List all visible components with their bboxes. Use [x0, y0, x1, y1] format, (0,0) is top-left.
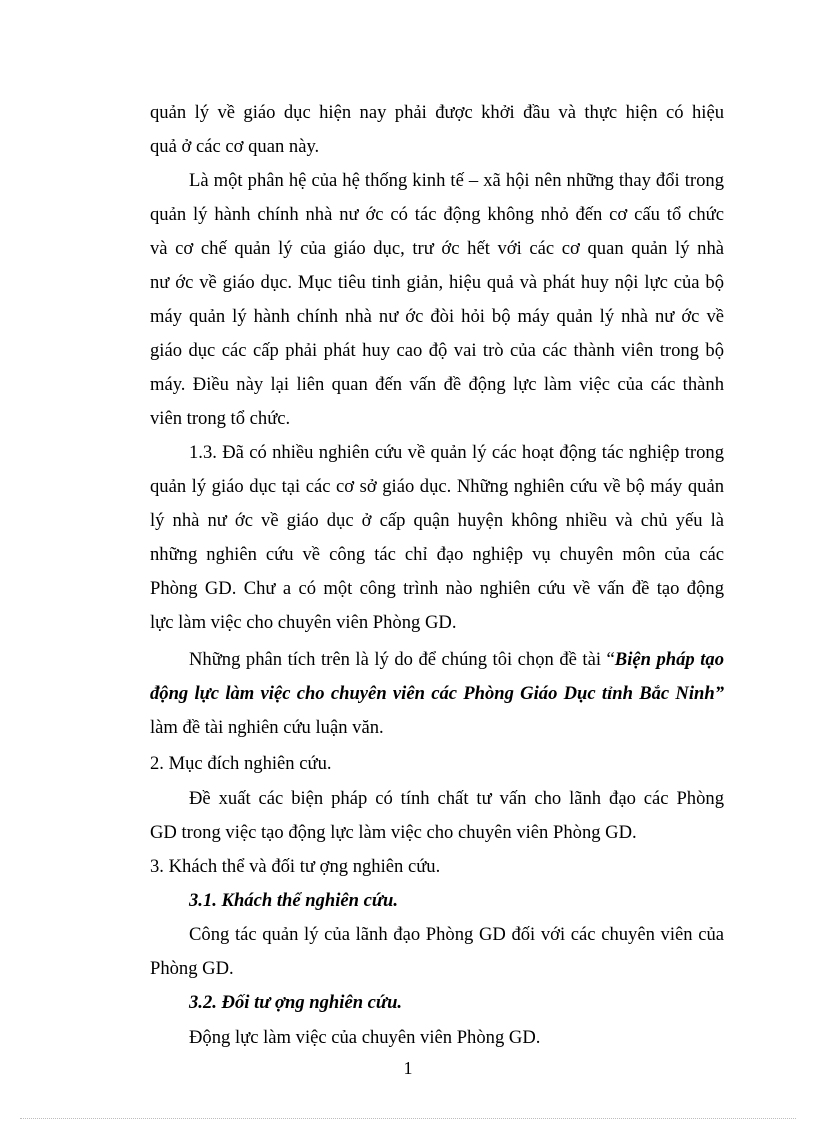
paragraph-line: viên trong tổ chức. — [150, 408, 291, 429]
paragraph-line: quản lý về giáo dục hiện nay phải được khởi đầu và thực hiện có hiệu — [150, 102, 724, 123]
paragraph-line: máy. Điều này lại liên quan đến vấn đề động lực làm việc của các thành — [150, 374, 724, 395]
section-heading-3: 3. Khách thể và đối tư ợng nghiên cứu. — [150, 856, 441, 877]
paragraph-line: và cơ chế quản lý của giáo dục, trư ớc hết với các cơ quan quản lý nhà — [150, 238, 724, 259]
paragraph-line: nư ớc về giáo dục. Mục tiêu tinh giản, hiệu quả và phát huy nội lực của bộ — [150, 272, 724, 293]
paragraph-line: Động lực làm việc của chuyên viên Phòng GD. — [189, 1027, 541, 1048]
page-bottom-divider — [20, 1118, 796, 1119]
paragraph-line: những nghiên cứu về công tác chỉ đạo nghiệp vụ chuyên môn của các — [150, 544, 724, 565]
subsection-heading-3-2: 3.2. Đối tư ợng nghiên cứu. — [189, 992, 403, 1013]
paragraph-line: lý nhà nư ớc về giáo dục ở cấp quận huyện không nhiều và chủ yếu là — [150, 510, 724, 531]
thesis-title-part1: Biện pháp tạo — [614, 649, 725, 670]
topic-line — [189, 648, 724, 672]
topic-lead: Những phân tích trên là lý do để chúng tôi chọn đề tài “ — [189, 649, 615, 670]
page-number: 1 — [403, 1058, 413, 1078]
paragraph-line: Là một phân hệ của hệ thống kinh tế – xã hội nên những thay đổi trong — [189, 170, 724, 191]
topic-tail: làm đề tài nghiên cứu luận văn. — [150, 717, 384, 738]
thesis-title-part2: động lực làm việc cho chuyên viên các Phòng Giáo Dục tỉnh Bắc Ninh” — [150, 683, 724, 704]
section-heading-2: 2. Mục đích nghiên cứu. — [150, 753, 332, 774]
subsection-heading-3-1: 3.1. Khách thể nghiên cứu. — [189, 890, 398, 911]
paragraph-line: Phòng GD. — [150, 958, 234, 979]
paragraph-line: Phòng GD. Chư a có một công trình nào nghiên cứu về vấn đề tạo động — [150, 578, 724, 599]
paragraph-line: GD trong việc tạo động lực làm việc cho chuyên viên Phòng GD. — [150, 822, 637, 843]
paragraph-line: quản lý giáo dục tại các cơ sở giáo dục. Những nghiên cứu về bộ máy quản — [150, 476, 724, 497]
paragraph-line: giáo dục các cấp phải phát huy cao độ vai trò của các thành viên trong bộ — [150, 340, 724, 361]
paragraph-line: lực làm việc cho chuyên viên Phòng GD. — [150, 612, 457, 633]
paragraph-line: Đề xuất các biện pháp có tính chất tư vấn cho lãnh đạo các Phòng — [189, 788, 724, 809]
paragraph-line: 1.3. Đã có nhiều nghiên cứu về quản lý các hoạt động tác nghiệp trong — [189, 442, 724, 463]
paragraph-line: quản lý hành chính nhà nư ớc có tác động không nhỏ đến cơ cấu tổ chức — [150, 204, 724, 225]
paragraph-line: máy quản lý hành chính nhà nư ớc đòi hỏi bộ máy quản lý nhà nư ớc về — [150, 306, 724, 327]
paragraph-line: quả ở các cơ quan này. — [150, 136, 320, 157]
paragraph-line: Công tác quản lý của lãnh đạo Phòng GD đối với các chuyên viên của — [189, 924, 724, 945]
